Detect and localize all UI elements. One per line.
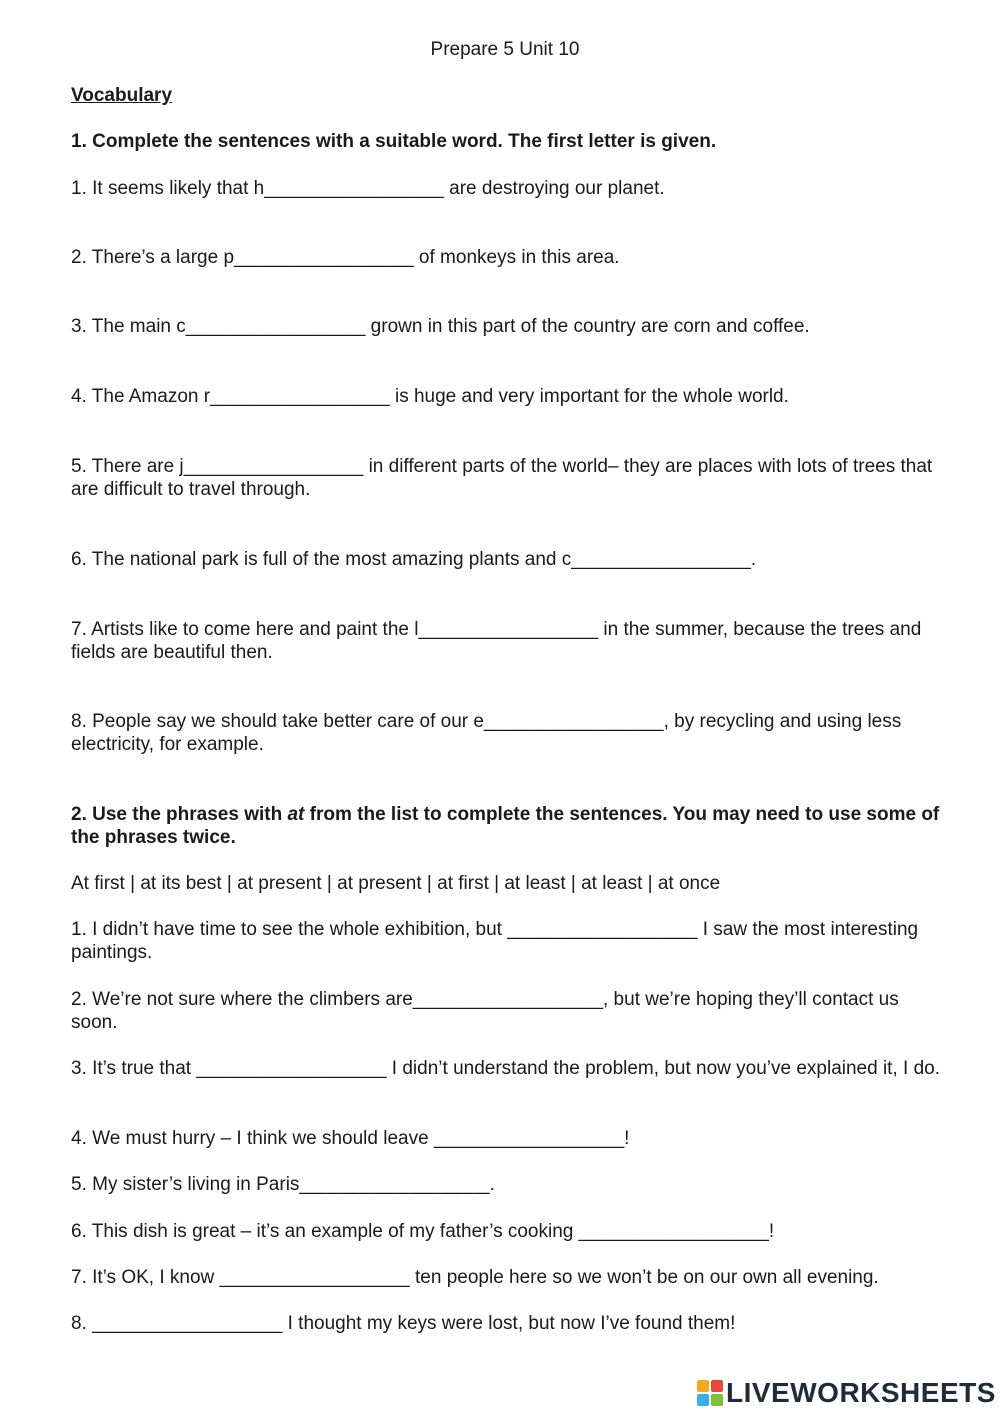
exercise-2-item-3: 3. It’s true that __________________ I didn’t understand the problem, but now you’ve explained it, I do. xyxy=(71,1058,940,1079)
phrase-word-list: At first | at its best | at present | at present | at first | at least | at least | at once xyxy=(71,873,721,894)
exercise-1-item-5: 5. There are j_________________ in different parts of the world– they are places with lots of trees that are difficult to travel through. xyxy=(71,456,933,500)
exercise-1-item-3: 3. The main c_________________ grown in this part of the country are corn and coffee. xyxy=(71,316,810,337)
exercise-2-item-5: 5. My sister’s living in Paris__________________. xyxy=(71,1174,495,1195)
exercise-1-item-2: 2. There’s a large p_________________ of monkeys in this area. xyxy=(71,247,620,268)
exercise-1-item-7: 7. Artists like to come here and paint the l_________________ in the summer, because the trees and fields are beautiful then. xyxy=(71,619,922,663)
exercise-1-item-8: 8. People say we should take better care of our e_________________, by recycling and using less electricity, for example. xyxy=(71,711,902,755)
exercise-2-instruction xyxy=(71,803,941,849)
exercise-2-item-6: 6. This dish is great – it’s an example of my father’s cooking __________________! xyxy=(71,1221,775,1242)
exercise-1-item-1: 1. It seems likely that h_________________ are destroying our planet. xyxy=(71,178,665,199)
logo-square-1 xyxy=(697,1380,709,1392)
logo-square-3 xyxy=(697,1394,709,1406)
exercise-1-item-6: 6. The national park is full of the most amazing plants and c_________________. xyxy=(71,549,757,570)
page-title: Prepare 5 Unit 10 xyxy=(430,39,580,60)
logo-square-4 xyxy=(711,1394,723,1406)
instruction-text-end: from the list to complete the sentences. You may need to use some of the phrases twice. xyxy=(71,804,940,848)
exercise-2-item-8: 8. __________________ I thought my keys were lost, but now I’ve found them! xyxy=(71,1313,736,1334)
exercise-2-item-7: 7. It’s OK, I know __________________ ten people here so we won’t be on our own all evening. xyxy=(71,1267,879,1288)
exercise-2-item-1: 1. I didn’t have time to see the whole exhibition, but __________________ I saw the most interesting paintings. xyxy=(71,919,919,963)
exercise-2-item-2: 2. We’re not sure where the climbers are__________________, but we’re hoping they’ll contact us soon. xyxy=(71,989,899,1033)
exercise-1-instruction: 1. Complete the sentences with a suitable word. The first letter is given. xyxy=(71,131,717,152)
instruction-text-italic: at xyxy=(287,804,305,825)
exercise-1-item-4: 4. The Amazon r_________________ is huge and very important for the whole world. xyxy=(71,386,789,407)
instruction-text-start: 2. Use the phrases with xyxy=(71,804,288,825)
logo-text: LIVEWORKSHEETS xyxy=(726,1377,996,1408)
exercise-2-item-4: 4. We must hurry – I think we should leave __________________! xyxy=(71,1128,630,1149)
logo-square-2 xyxy=(711,1380,723,1392)
section-heading-vocabulary: Vocabulary xyxy=(71,85,173,106)
liveworksheets-logo xyxy=(697,1376,997,1410)
logo-mark-icon xyxy=(697,1380,723,1406)
